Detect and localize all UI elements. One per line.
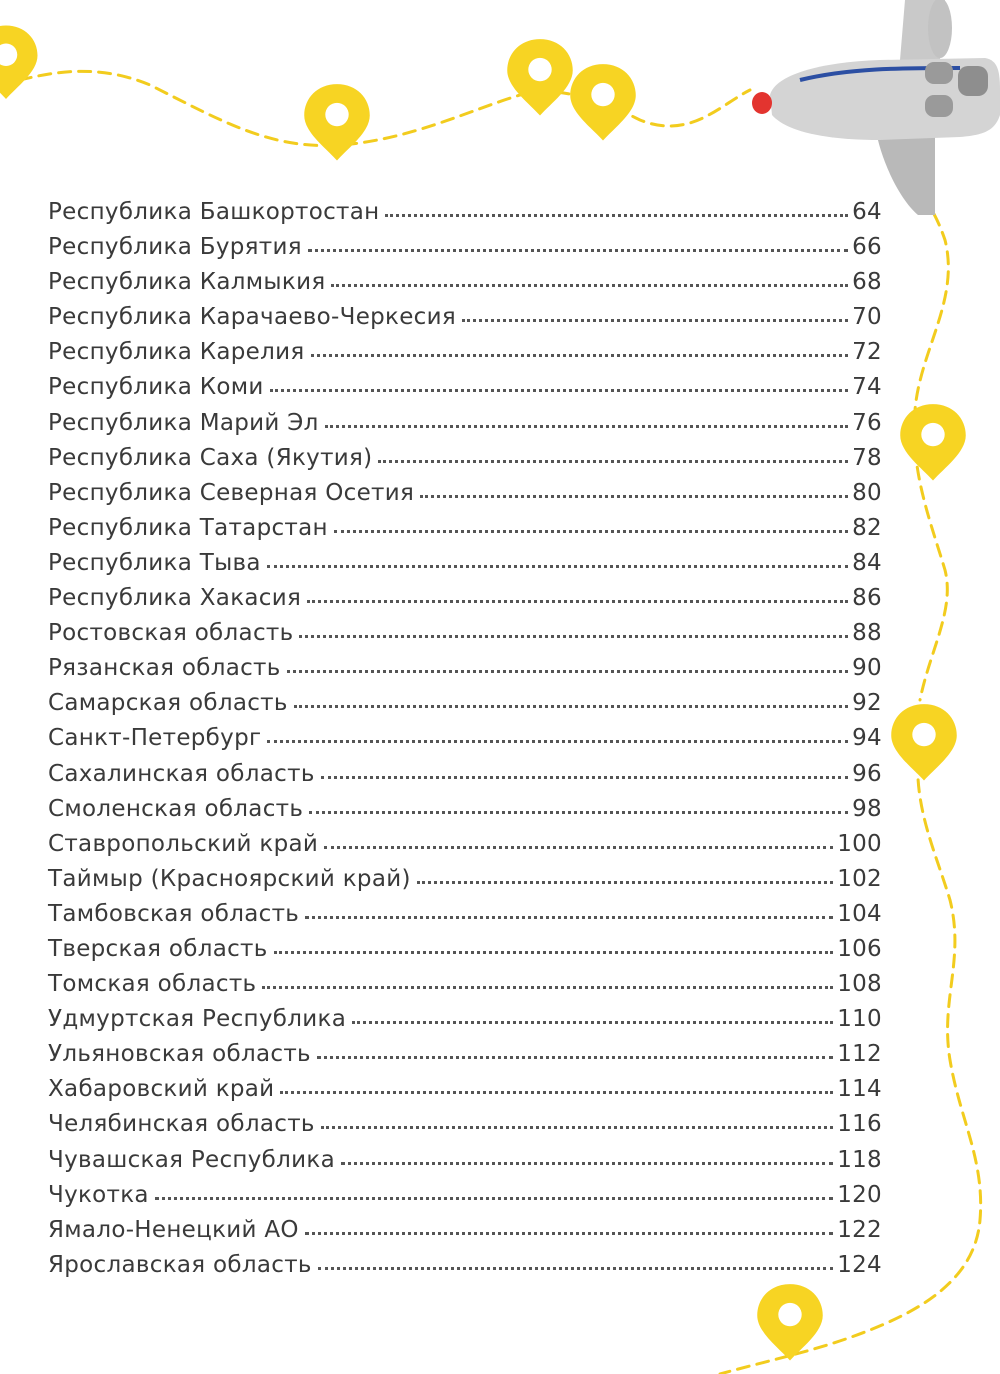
toc-entry xyxy=(48,721,882,756)
toc-entry-page-number: 82 xyxy=(852,514,882,541)
dot-leader xyxy=(325,425,848,428)
toc-entry-title: Ставропольский край xyxy=(48,830,319,857)
toc-entry xyxy=(48,406,882,441)
dot-leader xyxy=(331,284,848,287)
toc-entry-page-number: 108 xyxy=(837,971,882,998)
dot-leader xyxy=(462,319,848,322)
toc-entry-page-number: 98 xyxy=(852,795,882,822)
toc-entry-page-number: 78 xyxy=(852,444,882,471)
dot-leader xyxy=(385,214,848,217)
toc-entry xyxy=(48,511,882,546)
dot-leader xyxy=(267,565,848,568)
dot-leader xyxy=(317,1056,833,1059)
map-pin-icon xyxy=(891,704,957,780)
toc-entry xyxy=(48,651,882,686)
toc-entry-title: Ярославская область xyxy=(48,1251,312,1278)
toc-entry-page-number: 122 xyxy=(837,1216,882,1243)
toc-entry-title: Республика Калмыкия xyxy=(48,269,326,296)
dot-leader xyxy=(305,1232,833,1235)
toc-entry-page-number: 110 xyxy=(837,1006,882,1033)
toc-entry-title: Ростовская область xyxy=(48,620,294,647)
map-pin-icon xyxy=(570,64,636,140)
toc-entry-page-number: 74 xyxy=(852,374,882,401)
toc-entry-page-number: 70 xyxy=(852,304,882,331)
toc-entry-page-number: 120 xyxy=(837,1181,882,1208)
toc-entry-title: Смоленская область xyxy=(48,795,304,822)
toc-entry xyxy=(48,757,882,792)
toc-entry xyxy=(48,1107,882,1142)
toc-entry xyxy=(48,1178,882,1213)
toc-entry xyxy=(48,1002,882,1037)
toc-entry-title: Санкт-Петербург xyxy=(48,725,262,752)
toc-entry-title: Республика Карелия xyxy=(48,339,305,366)
toc-entry xyxy=(48,1037,882,1072)
dot-leader xyxy=(262,986,833,989)
dot-leader xyxy=(321,776,848,779)
toc-entry-title: Таймыр (Красноярский край) xyxy=(48,865,411,892)
toc-entry-title: Сахалинская область xyxy=(48,760,315,787)
toc-entry-title: Республика Бурятия xyxy=(48,234,302,261)
toc-entry-title: Томская область xyxy=(48,971,257,998)
toc-entry-title: Республика Северная Осетия xyxy=(48,479,415,506)
toc-entry xyxy=(48,827,882,862)
toc-entry-title: Челябинская область xyxy=(48,1111,315,1138)
toc-entry-page-number: 90 xyxy=(852,655,882,682)
toc-entry xyxy=(48,195,882,230)
map-pin-icon xyxy=(507,39,573,115)
toc-entry-page-number: 66 xyxy=(852,234,882,261)
toc-entry-page-number: 72 xyxy=(852,339,882,366)
toc-entry xyxy=(48,546,882,581)
dot-leader xyxy=(294,705,848,708)
dot-leader xyxy=(352,1021,833,1024)
map-pin-icon xyxy=(757,1284,823,1360)
dot-leader xyxy=(324,846,833,849)
dot-leader xyxy=(311,354,849,357)
dot-leader xyxy=(280,1091,833,1094)
toc-entry xyxy=(48,1072,882,1107)
toc-entry-page-number: 84 xyxy=(852,549,882,576)
toc-entry-title: Рязанская область xyxy=(48,655,281,682)
dot-leader xyxy=(318,1267,833,1270)
dot-leader xyxy=(417,881,833,884)
dot-leader xyxy=(307,600,848,603)
toc-entry-page-number: 92 xyxy=(852,690,882,717)
toc-entry-page-number: 68 xyxy=(852,269,882,296)
dot-leader xyxy=(287,670,849,673)
toc-entry xyxy=(48,265,882,300)
toc-entry-page-number: 124 xyxy=(837,1251,882,1278)
map-pin-icon xyxy=(0,26,38,100)
toc-entry-page-number: 96 xyxy=(852,760,882,787)
toc-entry-title: Республика Марий Эл xyxy=(48,409,319,436)
toc-entry xyxy=(48,300,882,335)
toc-entry-page-number: 116 xyxy=(837,1111,882,1138)
toc-entry xyxy=(48,581,882,616)
toc-entry xyxy=(48,616,882,651)
toc-entry xyxy=(48,370,882,405)
toc-entry-page-number: 100 xyxy=(837,830,882,857)
dot-leader xyxy=(334,530,848,533)
toc-entry xyxy=(48,230,882,265)
toc-entry-page-number: 114 xyxy=(837,1076,882,1103)
map-pin-icon xyxy=(900,404,966,480)
toc-entry xyxy=(48,897,882,932)
toc-entry-title: Республика Хакасия xyxy=(48,585,302,612)
dot-leader xyxy=(321,1126,833,1129)
toc-entry-title: Чувашская Республика xyxy=(48,1146,335,1173)
toc-entry xyxy=(48,1248,882,1283)
dot-leader xyxy=(309,811,848,814)
toc-entry xyxy=(48,1143,882,1178)
toc-entry-title: Республика Саха (Якутия) xyxy=(48,444,373,471)
toc-entry xyxy=(48,967,882,1002)
toc-entry-page-number: 106 xyxy=(837,935,882,962)
toc-entry-page-number: 102 xyxy=(837,865,882,892)
toc-entry-title: Хабаровский край xyxy=(48,1076,275,1103)
toc-entry-title: Республика Башкортостан xyxy=(48,199,380,225)
toc-entry-page-number: 80 xyxy=(852,479,882,506)
toc-entry xyxy=(48,335,882,370)
toc-entry-title: Ямало-Ненецкий АО xyxy=(48,1216,299,1243)
toc-entry-title: Республика Тыва xyxy=(48,549,261,576)
dot-leader xyxy=(274,951,834,954)
toc-entry-title: Удмуртская Республика xyxy=(48,1006,347,1033)
dot-leader xyxy=(308,249,848,252)
map-pin-icon xyxy=(304,84,370,160)
toc-entry xyxy=(48,686,882,721)
table-of-contents xyxy=(48,195,882,1283)
toc-entry-title: Республика Татарстан xyxy=(48,514,328,541)
toc-entry-page-number: 64 xyxy=(852,199,882,225)
toc-entry xyxy=(48,862,882,897)
toc-entry xyxy=(48,476,882,511)
toc-entry-title: Тверская область xyxy=(48,935,268,962)
toc-entry-page-number: 118 xyxy=(837,1146,882,1173)
dot-leader xyxy=(270,389,848,392)
dot-leader xyxy=(341,1162,833,1165)
airplane-icon xyxy=(752,0,1000,215)
toc-entry-page-number: 112 xyxy=(837,1041,882,1068)
toc-entry-title: Республика Коми xyxy=(48,374,264,401)
toc-entry-page-number: 94 xyxy=(852,725,882,752)
toc-entry-title: Республика Карачаево-Черкесия xyxy=(48,304,457,331)
dot-leader xyxy=(267,740,848,743)
toc-entry xyxy=(48,1213,882,1248)
toc-entry xyxy=(48,932,882,967)
toc-entry-page-number: 76 xyxy=(852,409,882,436)
dot-leader xyxy=(305,916,833,919)
dot-leader xyxy=(420,495,848,498)
toc-entry-title: Тамбовская область xyxy=(48,900,300,927)
toc-entry-title: Ульяновская область xyxy=(48,1041,311,1068)
dot-leader xyxy=(378,460,848,463)
toc-entry xyxy=(48,792,882,827)
toc-entry-page-number: 88 xyxy=(852,620,882,647)
toc-entry xyxy=(48,441,882,476)
dot-leader xyxy=(299,635,848,638)
toc-entry-page-number: 86 xyxy=(852,585,882,612)
toc-entry-title: Самарская область xyxy=(48,690,288,717)
dot-leader xyxy=(155,1197,833,1200)
toc-entry-title: Чукотка xyxy=(48,1181,149,1208)
toc-entry-page-number: 104 xyxy=(837,900,882,927)
